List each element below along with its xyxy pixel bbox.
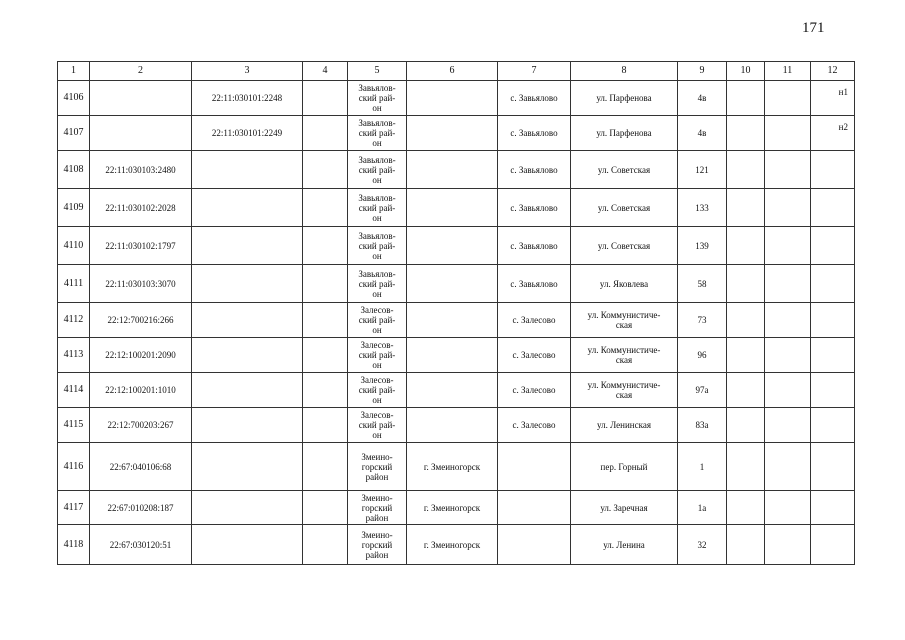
registry-table [57, 61, 855, 565]
row-number: 4116 [58, 443, 90, 491]
cadastral-number-cell: 22:12:700203:267 [90, 408, 192, 443]
settlement-cell: с. Залесово [498, 338, 571, 373]
settlement-cell [498, 525, 571, 565]
house-number-cell: 1а [678, 491, 727, 525]
note-cell [811, 525, 855, 565]
cadastral-number-cell: 22:11:030103:3070 [90, 265, 192, 303]
cadastral-number-alt-cell [192, 189, 303, 227]
cadastral-number-alt-cell [192, 525, 303, 565]
row-number: 4109 [58, 189, 90, 227]
street-cell: ул. Парфенова [571, 81, 678, 116]
col4-cell [303, 443, 348, 491]
street-cell: ул. Коммунистиче- ская [571, 303, 678, 338]
settlement-cell [498, 491, 571, 525]
settlement-cell: с. Завьялово [498, 265, 571, 303]
col10-cell [727, 151, 765, 189]
col10-cell [727, 265, 765, 303]
row-number: 4118 [58, 525, 90, 565]
row-number: 4111 [58, 265, 90, 303]
city-cell: г. Змеиногорск [407, 491, 498, 525]
col10-cell [727, 491, 765, 525]
cadastral-number-cell: 22:11:030102:2028 [90, 189, 192, 227]
settlement-cell: с. Завьялово [498, 189, 571, 227]
cadastral-number-cell: 22:67:010208:187 [90, 491, 192, 525]
cadastral-number-cell [90, 116, 192, 151]
cadastral-number-alt-cell [192, 338, 303, 373]
settlement-cell: с. Залесово [498, 373, 571, 408]
municipality-cell: Залесов- ский рай- он [348, 408, 407, 443]
house-number-cell: 97а [678, 373, 727, 408]
col11-cell [765, 491, 811, 525]
row-number: 4113 [58, 338, 90, 373]
table-row [58, 81, 855, 116]
cadastral-number-alt-cell [192, 303, 303, 338]
col-header: 3 [192, 62, 303, 81]
col4-cell [303, 373, 348, 408]
col11-cell [765, 81, 811, 116]
cadastral-number-cell: 22:11:030102:1797 [90, 227, 192, 265]
street-cell: ул. Советская [571, 151, 678, 189]
street-cell: ул. Яковлева [571, 265, 678, 303]
house-number-cell: 96 [678, 338, 727, 373]
col4-cell [303, 265, 348, 303]
col10-cell [727, 116, 765, 151]
house-number-cell: 4в [678, 116, 727, 151]
municipality-cell: Завьялов- ский рай- он [348, 227, 407, 265]
cadastral-number-cell: 22:12:700216:266 [90, 303, 192, 338]
house-number-cell: 73 [678, 303, 727, 338]
col-header: 4 [303, 62, 348, 81]
municipality-cell: Завьялов- ский рай- он [348, 151, 407, 189]
cadastral-number-alt-cell [192, 443, 303, 491]
table-row [58, 227, 855, 265]
municipality-cell: Завьялов- ский рай- он [348, 116, 407, 151]
note-cell [811, 189, 855, 227]
table-row [58, 443, 855, 491]
street-cell: ул. Советская [571, 227, 678, 265]
settlement-cell: с. Завьялово [498, 151, 571, 189]
col11-cell [765, 303, 811, 338]
note-cell [811, 265, 855, 303]
row-number: 4108 [58, 151, 90, 189]
house-number-cell: 4в [678, 81, 727, 116]
street-cell: ул. Ленина [571, 525, 678, 565]
cadastral-number-cell: 22:67:040106:68 [90, 443, 192, 491]
cadastral-number-cell: 22:67:030120:51 [90, 525, 192, 565]
note-cell [811, 303, 855, 338]
note-cell [811, 373, 855, 408]
cadastral-number-alt-cell: 22:11:030101:2249 [192, 116, 303, 151]
settlement-cell: с. Залесово [498, 408, 571, 443]
cadastral-number-cell: 22:12:100201:2090 [90, 338, 192, 373]
col10-cell [727, 408, 765, 443]
street-cell: ул. Парфенова [571, 116, 678, 151]
col-header: 11 [765, 62, 811, 81]
cadastral-number-cell: 22:12:100201:1010 [90, 373, 192, 408]
house-number-cell: 121 [678, 151, 727, 189]
note-cell [811, 408, 855, 443]
row-number: 4107 [58, 116, 90, 151]
cadastral-number-alt-cell [192, 227, 303, 265]
settlement-cell: с. Залесово [498, 303, 571, 338]
col11-cell [765, 408, 811, 443]
col4-cell [303, 189, 348, 227]
settlement-cell: с. Завьялово [498, 81, 571, 116]
street-cell: пер. Горный [571, 443, 678, 491]
city-cell [407, 373, 498, 408]
row-number: 4114 [58, 373, 90, 408]
house-number-cell: 32 [678, 525, 727, 565]
street-cell: ул. Коммунистиче- ская [571, 338, 678, 373]
cadastral-number-alt-cell [192, 408, 303, 443]
row-number: 4117 [58, 491, 90, 525]
municipality-cell: Завьялов- ский рай- он [348, 189, 407, 227]
cadastral-number-alt-cell [192, 491, 303, 525]
col4-cell [303, 525, 348, 565]
cadastral-number-cell: 22:11:030103:2480 [90, 151, 192, 189]
col10-cell [727, 81, 765, 116]
note-cell: н2 [811, 116, 855, 151]
col4-cell [303, 227, 348, 265]
col-header: 8 [571, 62, 678, 81]
city-cell [407, 303, 498, 338]
municipality-cell: Залесов- ский рай- он [348, 338, 407, 373]
col4-cell [303, 151, 348, 189]
house-number-cell: 83а [678, 408, 727, 443]
col11-cell [765, 338, 811, 373]
city-cell [407, 81, 498, 116]
city-cell [407, 408, 498, 443]
table-body [58, 81, 855, 565]
note-cell: н1 [811, 81, 855, 116]
col11-cell [765, 189, 811, 227]
table-row [58, 338, 855, 373]
municipality-cell: Змеино- горский район [348, 525, 407, 565]
col10-cell [727, 227, 765, 265]
note-cell [811, 338, 855, 373]
col10-cell [727, 303, 765, 338]
note-cell [811, 227, 855, 265]
street-cell: ул. Советская [571, 189, 678, 227]
col4-cell [303, 303, 348, 338]
col-header: 1 [58, 62, 90, 81]
col4-cell [303, 491, 348, 525]
col11-cell [765, 227, 811, 265]
street-cell: ул. Ленинская [571, 408, 678, 443]
col10-cell [727, 189, 765, 227]
table-row [58, 491, 855, 525]
col-header: 5 [348, 62, 407, 81]
table-row [58, 303, 855, 338]
municipality-cell: Залесов- ский рай- он [348, 303, 407, 338]
table-row [58, 189, 855, 227]
municipality-cell: Змеино- горский район [348, 443, 407, 491]
col-header: 9 [678, 62, 727, 81]
table-row [58, 265, 855, 303]
settlement-cell: с. Завьялово [498, 116, 571, 151]
col10-cell [727, 338, 765, 373]
municipality-cell: Завьялов- ский рай- он [348, 81, 407, 116]
col11-cell [765, 265, 811, 303]
table-row [58, 525, 855, 565]
cadastral-number-alt-cell [192, 373, 303, 408]
col-header: 2 [90, 62, 192, 81]
table-row [58, 116, 855, 151]
house-number-cell: 139 [678, 227, 727, 265]
note-cell [811, 491, 855, 525]
cadastral-number-cell [90, 81, 192, 116]
house-number-cell: 58 [678, 265, 727, 303]
col11-cell [765, 116, 811, 151]
col4-cell [303, 408, 348, 443]
row-number: 4115 [58, 408, 90, 443]
city-cell [407, 189, 498, 227]
col11-cell [765, 373, 811, 408]
city-cell [407, 116, 498, 151]
col10-cell [727, 525, 765, 565]
col4-cell [303, 116, 348, 151]
house-number-cell: 133 [678, 189, 727, 227]
table-row [58, 151, 855, 189]
col4-cell [303, 338, 348, 373]
row-number: 4106 [58, 81, 90, 116]
col-header: 6 [407, 62, 498, 81]
city-cell [407, 265, 498, 303]
settlement-cell [498, 443, 571, 491]
city-cell [407, 227, 498, 265]
note-cell [811, 151, 855, 189]
cadastral-number-alt-cell [192, 265, 303, 303]
city-cell [407, 338, 498, 373]
col11-cell [765, 525, 811, 565]
header-row [58, 62, 855, 81]
house-number-cell: 1 [678, 443, 727, 491]
municipality-cell: Змеино- горский район [348, 491, 407, 525]
page-number: 171 [802, 20, 825, 36]
settlement-cell: с. Завьялово [498, 227, 571, 265]
street-cell: ул. Коммунистиче- ская [571, 373, 678, 408]
municipality-cell: Залесов- ский рай- он [348, 373, 407, 408]
col10-cell [727, 373, 765, 408]
city-cell [407, 151, 498, 189]
table-row [58, 373, 855, 408]
street-cell: ул. Заречная [571, 491, 678, 525]
city-cell: г. Змеиногорск [407, 525, 498, 565]
cadastral-number-alt-cell [192, 151, 303, 189]
municipality-cell: Завьялов- ский рай- он [348, 265, 407, 303]
row-number: 4112 [58, 303, 90, 338]
col10-cell [727, 443, 765, 491]
col-header: 7 [498, 62, 571, 81]
table-row [58, 408, 855, 443]
col4-cell [303, 81, 348, 116]
row-number: 4110 [58, 227, 90, 265]
col-header: 10 [727, 62, 765, 81]
col-header: 12 [811, 62, 855, 81]
col11-cell [765, 443, 811, 491]
col11-cell [765, 151, 811, 189]
cadastral-number-alt-cell: 22:11:030101:2248 [192, 81, 303, 116]
city-cell: г. Змеиногорск [407, 443, 498, 491]
note-cell [811, 443, 855, 491]
